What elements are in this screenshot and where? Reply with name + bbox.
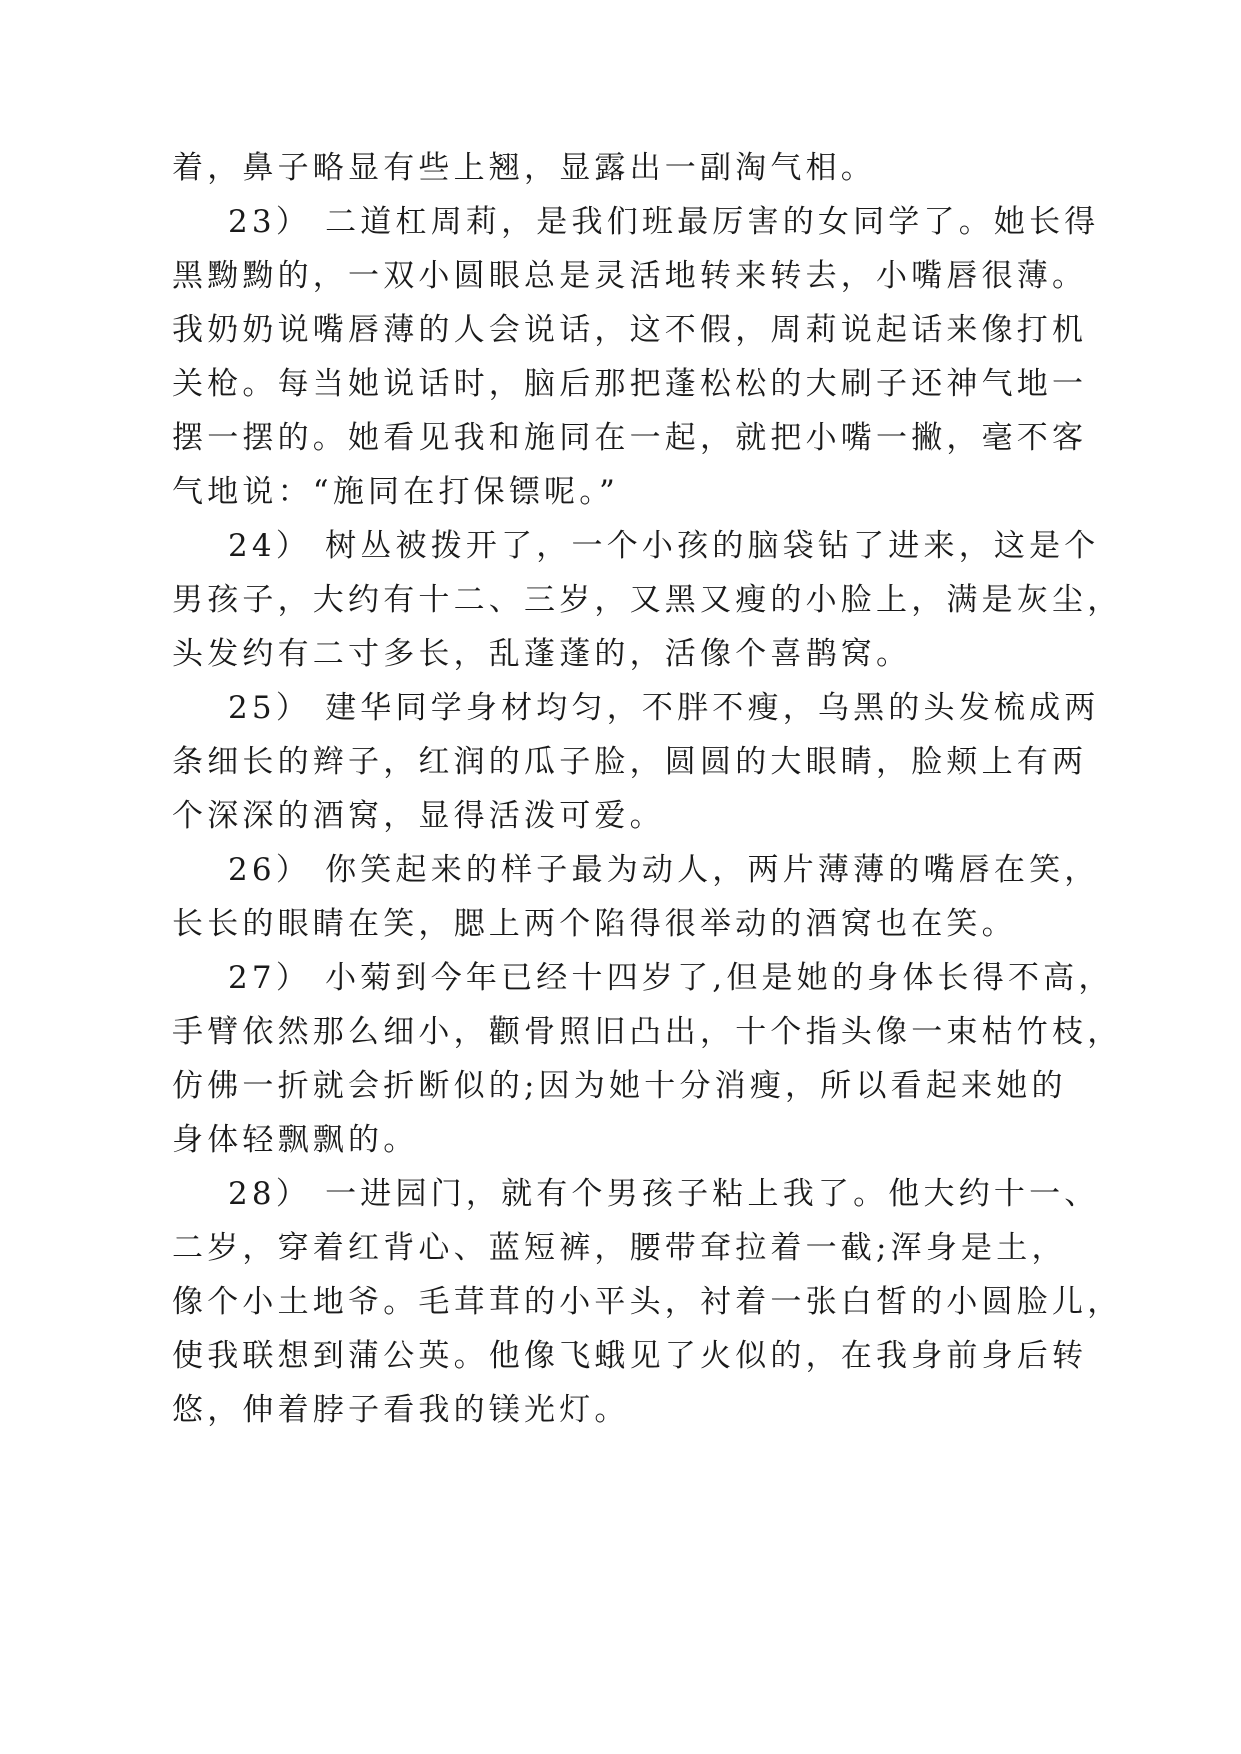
- text-line: 像个小土地爷。毛茸茸的小平头，衬着一张白皙的小圆脸儿，: [172, 1284, 1123, 1320]
- text-line: 手臂依然那么细小，颧骨照旧凸出，十个指头像一束枯竹枝，: [172, 1014, 1123, 1050]
- text-line: 关枪。每当她说话时，脑后那把蓬松松的大刷子还神气地一: [172, 366, 1088, 402]
- text-line: 黑黝黝的，一双小圆眼总是灵活地转来转去，小嘴唇很薄。: [172, 258, 1088, 294]
- text-line: 身体轻飘飘的。: [172, 1122, 419, 1158]
- text-line: 24） 树丛被拨开了，一个小孩的脑袋钻了进来，这是个: [228, 528, 1100, 564]
- text-line: 头发约有二寸多长，乱蓬蓬的，活像个喜鹊窝。: [172, 636, 912, 672]
- text-line: 气地说：“施同在打保镖呢。”: [172, 474, 619, 510]
- text-line: 我奶奶说嘴唇薄的人会说话，这不假，周莉说起话来像打机: [172, 312, 1088, 348]
- text-line: 28） 一进园门，就有个男孩子粘上我了。他大约十一、: [228, 1176, 1100, 1212]
- text-line: 25） 建华同学身材均匀，不胖不瘦，乌黑的头发梳成两: [228, 690, 1100, 726]
- text-line: 27） 小菊到今年已经十四岁了,但是她的身体长得不高，: [228, 960, 1114, 996]
- text-line: 男孩子，大约有十二、三岁，又黑又瘦的小脸上，满是灰尘，: [172, 582, 1123, 618]
- text-line: 着，鼻子略显有些上翘，显露出一副淘气相。: [172, 150, 876, 186]
- text-line: 长长的眼睛在笑，腮上两个陷得很举动的酒窝也在笑。: [172, 906, 1017, 942]
- text-line: 条细长的辫子，红润的瓜子脸，圆圆的大眼睛，脸颊上有两: [172, 744, 1088, 780]
- text-line: 二岁，穿着红背心、蓝短裤，腰带耷拉着一截;浑身是土，: [172, 1230, 1067, 1266]
- text-line: 使我联想到蒲公英。他像飞蛾见了火似的，在我身前身后转: [172, 1338, 1088, 1374]
- text-line: 26） 你笑起来的样子最为动人，两片薄薄的嘴唇在笑，: [228, 852, 1100, 888]
- text-line: 仿佛一折就会折断似的;因为她十分消瘦，所以看起来她的: [172, 1068, 1067, 1104]
- text-line: 23） 二道杠周莉，是我们班最厉害的女同学了。她长得: [228, 204, 1100, 240]
- text-line: 悠，伸着脖子看我的镁光灯。: [172, 1392, 630, 1428]
- text-line: 个深深的酒窝，显得活泼可爱。: [172, 798, 665, 834]
- text-line: 摆一摆的。她看见我和施同在一起，就把小嘴一撇，毫不客: [172, 420, 1088, 456]
